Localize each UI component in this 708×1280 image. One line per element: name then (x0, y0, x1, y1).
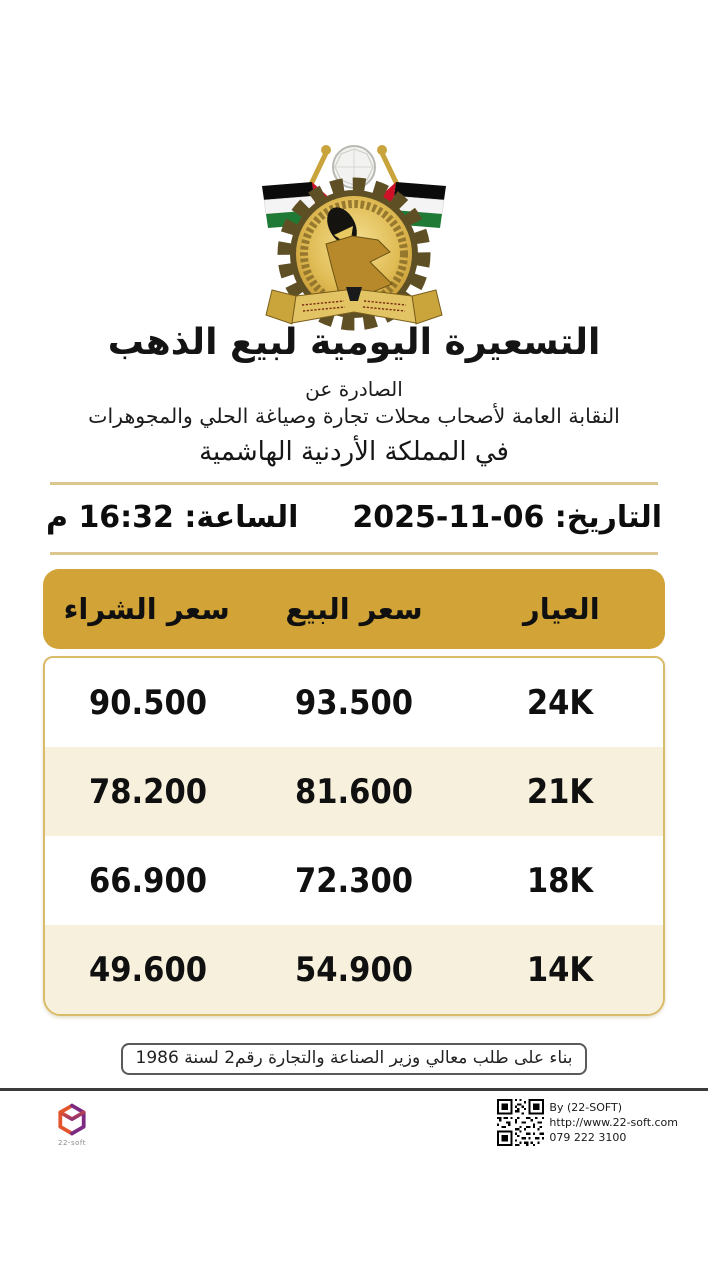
karat-column-header: العيار (523, 592, 600, 626)
price-table-body (43, 656, 665, 1016)
time-pair (46, 500, 298, 535)
buy-price-cell: 78.200 (88, 771, 208, 812)
karat-cell: 14K (526, 949, 594, 990)
issuer-name: النقابة العامة لأصحاب محلات تجارة وصياغة الحلي والمجوهرات (88, 404, 620, 428)
footer (0, 1091, 708, 1147)
page-title: التسعيرة اليومية لبيع الذهب (107, 322, 601, 363)
sell-price-cell: 54.900 (294, 949, 414, 990)
datetime-row (46, 500, 662, 535)
credit-text (549, 1099, 678, 1146)
date-pair (352, 500, 662, 535)
credit-block (497, 1099, 678, 1146)
price-row-14k (45, 925, 663, 1014)
karat-cell: 18K (526, 860, 594, 901)
brand-logo (52, 1102, 92, 1147)
jordan-gold-syndicate-emblem-icon (254, 140, 454, 336)
sell-price-column-header: سعر البيع (285, 592, 423, 626)
legal-note: بناء على طلب معالي وزير الصناعة والتجارة رقم2 لسنة 1986 (121, 1043, 588, 1075)
karat-cell: 21K (526, 771, 594, 812)
sell-price-cell: 93.500 (294, 682, 414, 723)
country-line: في المملكة الأردنية الهاشمية (199, 437, 509, 467)
price-row-24k (45, 658, 663, 747)
divider-top (50, 482, 658, 485)
buy-price-cell: 90.500 (88, 682, 208, 723)
time-label: الساعة: (184, 500, 299, 535)
syndicate-emblem-logo (0, 0, 708, 336)
buy-price-cell: 49.600 (88, 949, 208, 990)
price-row-21k (45, 747, 663, 836)
credit-url: http://www.22-soft.com (549, 1115, 678, 1129)
price-row-18k (45, 836, 663, 925)
buy-price-column-header: سعر الشراء (63, 592, 230, 626)
credit-phone: 079 222 3100 (549, 1130, 627, 1144)
date-label: التاريخ: (554, 500, 662, 535)
price-table-header (43, 569, 665, 649)
cube-logo-icon (52, 1102, 92, 1138)
qr-code-icon (497, 1099, 544, 1146)
sell-price-cell: 81.600 (294, 771, 414, 812)
karat-cell: 24K (526, 682, 594, 723)
credit-by: By (22-SOFT) (549, 1101, 623, 1114)
buy-price-cell: 66.900 (88, 860, 208, 901)
time-value: 16:32 م (46, 500, 174, 535)
issued-by-line: الصادرة عن (305, 377, 403, 401)
date-value: 06-11-2025 (352, 500, 545, 535)
sell-price-cell: 72.300 (294, 860, 414, 901)
brand-label: 22-soft (58, 1139, 86, 1147)
divider-bottom (50, 552, 658, 555)
